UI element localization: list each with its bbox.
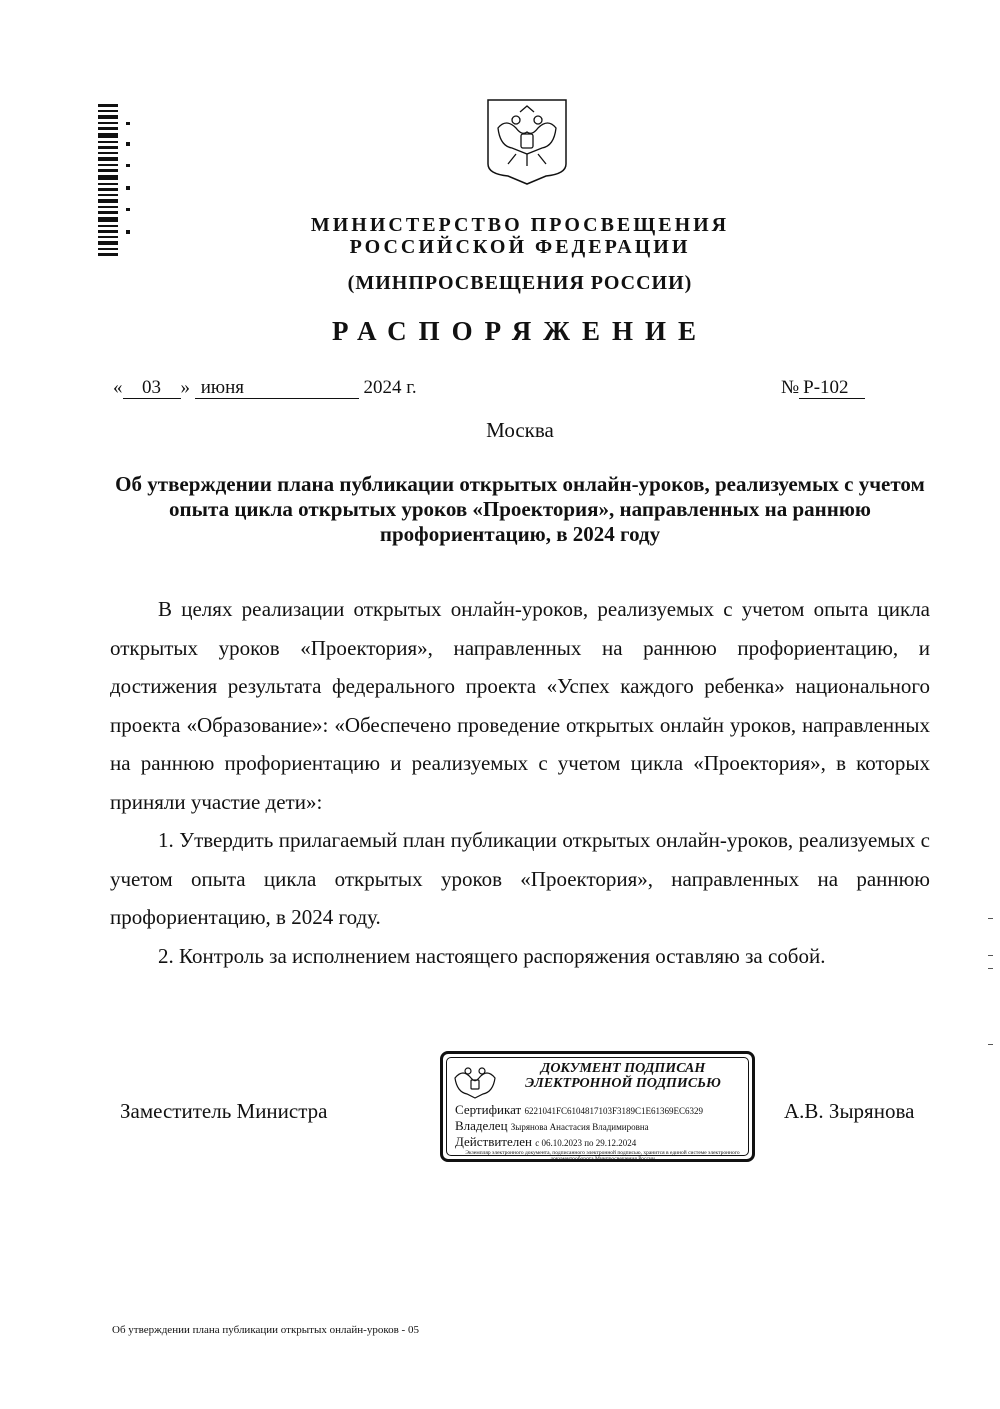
stamp-certificate xyxy=(455,1102,750,1118)
stamp-validity xyxy=(455,1134,750,1150)
stamp-valid-label: Действителен xyxy=(455,1134,532,1149)
document-date xyxy=(113,377,417,399)
number-value: Р-102 xyxy=(799,378,865,399)
stamp-owner xyxy=(455,1118,750,1134)
stamp-cert-label: Сертификат xyxy=(455,1102,522,1117)
body-item-2: 2. Контроль за исполнением настоящего распоряжения оставляю за собой. xyxy=(158,943,826,968)
stamp-heading-line2: ЭЛЕКТРОННОЙ ПОДПИСЬЮ xyxy=(525,1076,721,1091)
scan-edge-mark xyxy=(988,1044,993,1045)
double-headed-eagle-emblem-icon xyxy=(486,98,568,186)
scan-edge-mark xyxy=(988,968,993,969)
stamp-owner-value: Зырянова Анастасия Владимировна xyxy=(510,1122,649,1132)
date-day: 03 xyxy=(123,378,181,399)
stamp-note: Экземпляр электронного документа, подписанного электронной подписью, хранится в единой системе электронного документооборота Минпросвещения России xyxy=(465,1150,740,1162)
eagle-emblem-icon xyxy=(453,1062,497,1102)
stamp-cert-value: 6221041FC6104817103F3189C1E61369EC6329 xyxy=(524,1106,703,1116)
page-footer: Об утверждении плана публикации открытых онлайн-уроков - 05 xyxy=(112,1324,419,1336)
signatory-position: Заместитель Министра xyxy=(120,1099,328,1123)
stamp-heading xyxy=(503,1061,743,1091)
ministry-name-line1: МИНИСТЕРСТВО ПРОСВЕЩЕНИЯ xyxy=(310,214,730,236)
scan-edge-mark xyxy=(988,955,993,956)
ministry-short-name: (МИНПРОСВЕЩЕНИЯ РОССИИ) xyxy=(347,272,693,294)
electronic-signature-stamp xyxy=(440,1051,755,1162)
date-open-quote: « xyxy=(113,377,123,398)
ministry-name-line2: РОССИЙСКОЙ ФЕДЕРАЦИИ xyxy=(349,236,691,258)
document-type: РАСПОРЯЖЕНИЕ xyxy=(331,316,709,346)
stamp-owner-label: Владелец xyxy=(455,1118,508,1133)
stamp-valid-value: с 06.10.2023 по 29.12.2024 xyxy=(535,1138,637,1148)
scan-edge-mark xyxy=(988,918,993,919)
signatory-name: А.В. Зырянова xyxy=(784,1099,915,1123)
stamp-heading-line1: ДОКУМЕНТ ПОДПИСАН xyxy=(540,1061,706,1076)
document-number xyxy=(781,377,865,399)
city: Москва xyxy=(486,418,554,442)
number-label: № xyxy=(781,377,800,398)
body-item-1: 1. Утвердить прилагаемый план публикации открытых онлайн-уроков, реализуемых с учетом опыта цикла открытых уроков «Проектория», направленных на раннюю профориентацию, в 2024 году. xyxy=(110,828,930,929)
date-year: 2024 г. xyxy=(363,377,417,398)
document-body xyxy=(110,590,930,975)
body-intro-paragraph: В целях реализации открытых онлайн-уроков, реализуемых с учетом опыта цикла открытых уроков «Проектория», направленных на раннюю профориентацию, и достижения результата федерального проекта «Успех каждого ребенка» национального проекта «Образование»: «Обеспечено проведение открытых онлайн уроков, направленных на раннюю профориентацию и реализуемых с учетом цикла «Проектория», в которых приняли участие дети»: xyxy=(110,597,930,814)
date-close-quote: » xyxy=(180,377,190,398)
document-title: Об утверждении плана публикации открытых онлайн-уроков, реализуемых с учетом опыта цикла открытых уроков «Проектория», направленных на раннюю профориентацию, в 2024 году xyxy=(115,472,925,546)
date-month: июня xyxy=(195,378,359,399)
